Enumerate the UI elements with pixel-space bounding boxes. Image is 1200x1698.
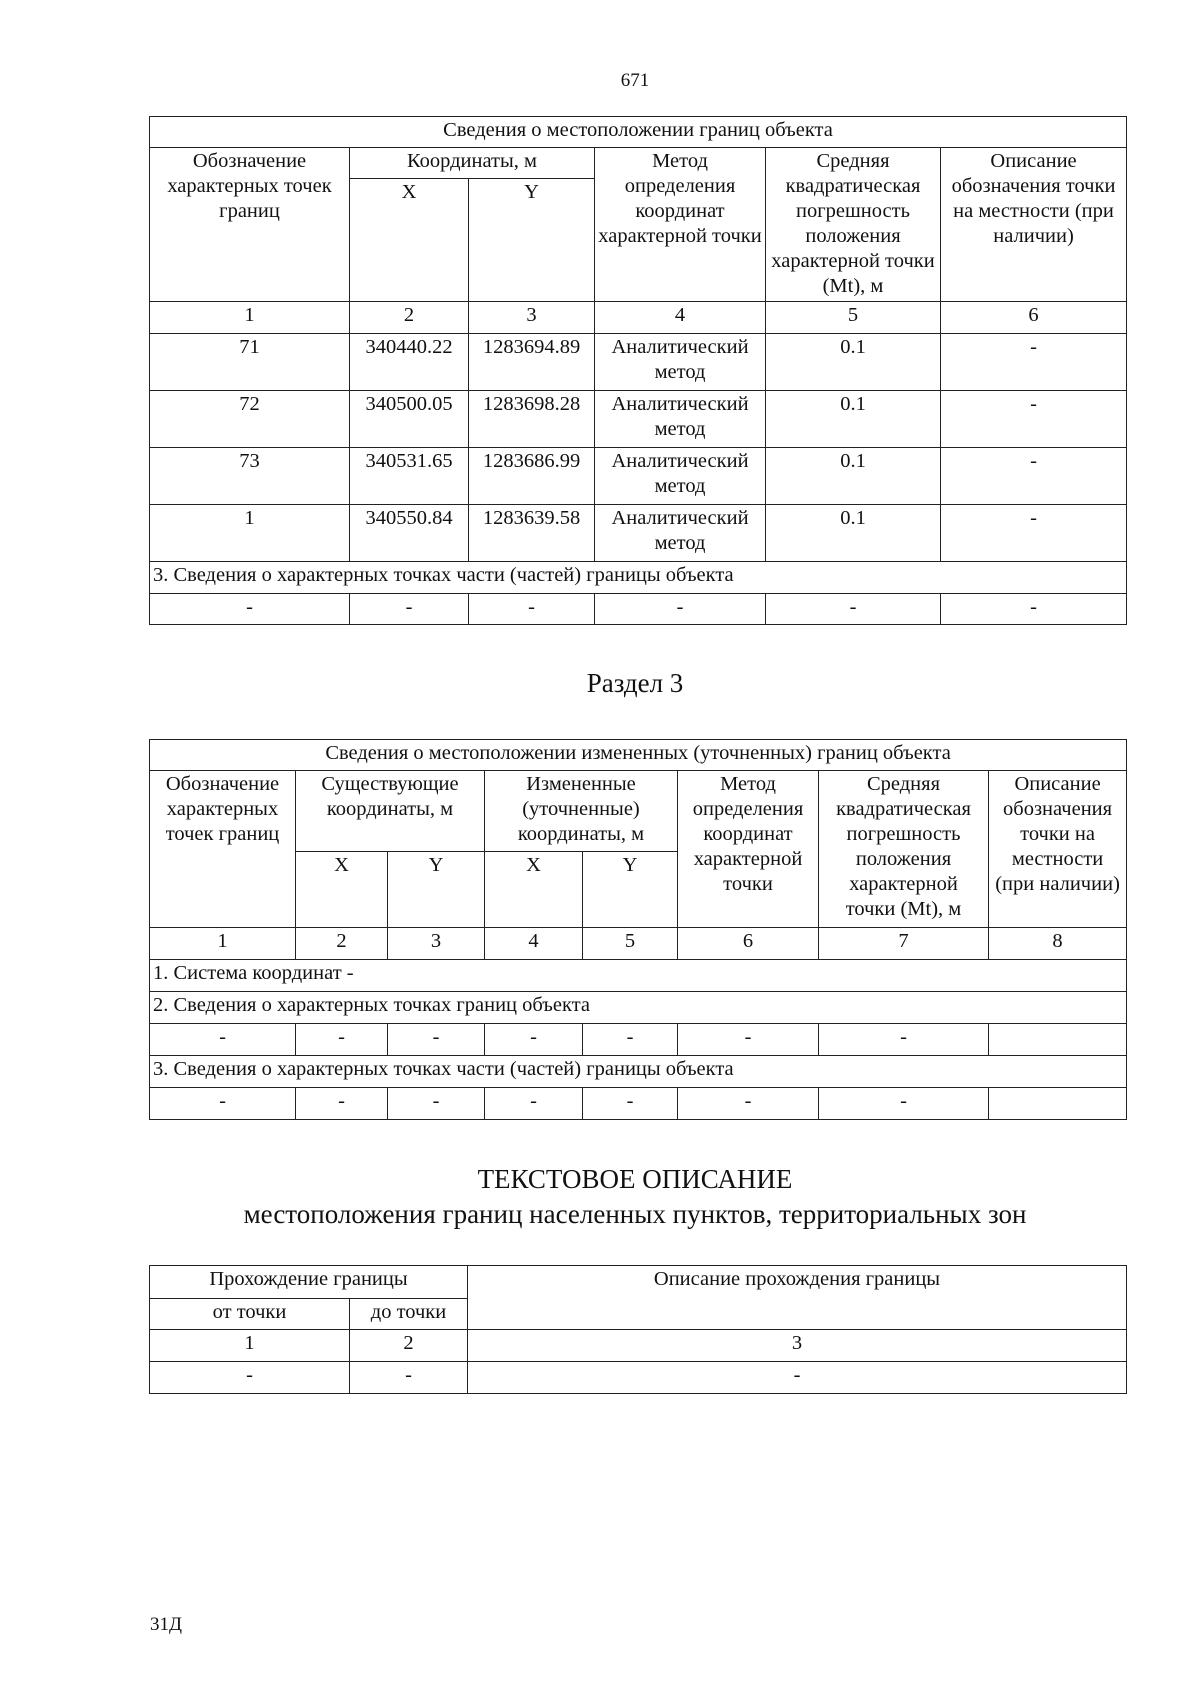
cell-description: - xyxy=(941,334,1127,391)
column-number: 8 xyxy=(989,928,1127,960)
header-method: Метод определения координат характерной точки xyxy=(595,148,766,302)
header-coords: Координаты, м xyxy=(350,148,595,179)
cell-dash: - xyxy=(941,594,1127,625)
header-y: Y xyxy=(469,179,595,302)
cell-error: 0.1 xyxy=(766,448,941,505)
cell-dash: - xyxy=(678,1024,819,1056)
cell-dash: - xyxy=(595,594,766,625)
cell-y: 1283694.89 xyxy=(469,334,595,391)
column-number: 4 xyxy=(595,302,766,334)
column-number: 3 xyxy=(469,302,595,334)
cell-y: 1283698.28 xyxy=(469,391,595,448)
cell-error: 0.1 xyxy=(766,334,941,391)
header-passage: Прохождение границы xyxy=(150,1266,468,1299)
table-row xyxy=(150,1362,1127,1394)
column-number: 2 xyxy=(296,928,388,960)
header-y: Y xyxy=(388,852,485,928)
description-title: ТЕКСТОВОЕ ОПИСАНИЕ xyxy=(477,1164,793,1194)
cell-description: - xyxy=(941,391,1127,448)
cell-x: 340500.05 xyxy=(350,391,469,448)
cell-dash: - xyxy=(678,1088,819,1120)
changed-boundaries-table xyxy=(149,739,1127,1120)
table-row xyxy=(150,448,1127,505)
cell-dash: - xyxy=(296,1088,388,1120)
cell-method: Аналитический метод xyxy=(595,391,766,448)
cell-error: 0.1 xyxy=(766,391,941,448)
cell-dash: - xyxy=(766,594,941,625)
column-number: 7 xyxy=(819,928,989,960)
cell-x: 340531.65 xyxy=(350,448,469,505)
cell-dash: - xyxy=(485,1088,583,1120)
cell-dash: - xyxy=(485,1024,583,1056)
table-row xyxy=(150,505,1127,562)
column-number: 5 xyxy=(766,302,941,334)
cell-description: - xyxy=(941,448,1127,505)
column-number: 2 xyxy=(350,1330,468,1362)
section-title: Раздел 3 xyxy=(586,668,684,698)
boundaries-table xyxy=(149,116,1127,625)
table-caption: Сведения о местоположении границ объекта xyxy=(150,117,1127,148)
cell-description: - xyxy=(941,505,1127,562)
cell-point: 72 xyxy=(150,391,350,448)
cell-error: 0.1 xyxy=(766,505,941,562)
header-y: Y xyxy=(583,852,678,928)
cell-method: Аналитический метод xyxy=(595,334,766,391)
cell-dash: - xyxy=(469,594,595,625)
table-row xyxy=(150,594,1127,625)
cell-dash: - xyxy=(150,1362,350,1394)
column-number: 1 xyxy=(150,928,296,960)
table-row xyxy=(150,391,1127,448)
header-point: Обозначение характерных точек границ xyxy=(150,771,296,928)
cell-method: Аналитический метод xyxy=(595,448,766,505)
header-error: Средняя квадратическая погрешность положения характерной точки (Mt), м xyxy=(819,771,989,928)
table-row xyxy=(150,334,1127,391)
column-number: 5 xyxy=(583,928,678,960)
cell-empty xyxy=(989,1088,1127,1120)
cell-dash: - xyxy=(150,594,350,625)
parts-heading: 3. Сведения о характерных точках части (частей) границы объекта xyxy=(150,562,1127,594)
column-number: 3 xyxy=(468,1330,1127,1362)
header-from: от точки xyxy=(150,1299,350,1330)
header-changed: Измененные (уточненные) координаты, м xyxy=(485,771,678,852)
cell-dash: - xyxy=(150,1024,296,1056)
cell-dash: - xyxy=(296,1024,388,1056)
column-number: 6 xyxy=(678,928,819,960)
header-x: X xyxy=(350,179,469,302)
cell-empty xyxy=(989,1024,1127,1056)
cell-y: 1283639.58 xyxy=(469,505,595,562)
cell-dash: - xyxy=(468,1362,1127,1394)
cell-x: 340440.22 xyxy=(350,334,469,391)
cell-dash: - xyxy=(583,1088,678,1120)
column-number: 1 xyxy=(150,302,350,334)
header-x: X xyxy=(296,852,388,928)
column-number: 4 xyxy=(485,928,583,960)
points-heading: 2. Сведения о характерных точках границ объекта xyxy=(150,992,1127,1024)
column-number: 3 xyxy=(388,928,485,960)
cell-dash: - xyxy=(350,1362,468,1394)
header-error: Средняя квадратическая погрешность положения характерной точки (Mt), м xyxy=(766,148,941,302)
parts-heading: 3. Сведения о характерных точках части (частей) границы объекта xyxy=(150,1056,1127,1088)
cell-dash: - xyxy=(583,1024,678,1056)
description-subtitle: местоположения границ населенных пунктов, территориальных зон xyxy=(243,1199,1027,1229)
cell-dash: - xyxy=(350,594,469,625)
table-caption: Сведения о местоположении измененных (уточненных) границ объекта xyxy=(150,740,1127,771)
page-number: 671 xyxy=(620,70,650,91)
cell-dash: - xyxy=(150,1088,296,1120)
cell-point: 1 xyxy=(150,505,350,562)
footer-code: 31Д xyxy=(150,1614,182,1635)
column-number: 1 xyxy=(150,1330,350,1362)
header-method: Метод определения координат характерной точки xyxy=(678,771,819,928)
boundary-description-table xyxy=(149,1265,1127,1394)
cell-point: 73 xyxy=(150,448,350,505)
header-description: Описание обозначения точки на местности (при наличии) xyxy=(941,148,1127,302)
table-row xyxy=(150,1024,1127,1056)
column-number: 6 xyxy=(941,302,1127,334)
table-row xyxy=(150,1088,1127,1120)
cell-x: 340550.84 xyxy=(350,505,469,562)
header-existing: Существующие координаты, м xyxy=(296,771,485,852)
header-to: до точки xyxy=(350,1299,468,1330)
cell-y: 1283686.99 xyxy=(469,448,595,505)
header-point: Обозначение характерных точек границ xyxy=(150,148,350,302)
cell-dash: - xyxy=(388,1088,485,1120)
header-x: X xyxy=(485,852,583,928)
system-heading: 1. Система координат - xyxy=(150,960,1127,992)
cell-dash: - xyxy=(819,1088,989,1120)
column-number: 2 xyxy=(350,302,469,334)
header-description: Описание прохождения границы xyxy=(468,1266,1127,1330)
header-description: Описание обозначения точки на местности (при наличии) xyxy=(989,771,1127,928)
cell-method: Аналитический метод xyxy=(595,505,766,562)
cell-dash: - xyxy=(819,1024,989,1056)
cell-dash: - xyxy=(388,1024,485,1056)
cell-point: 71 xyxy=(150,334,350,391)
